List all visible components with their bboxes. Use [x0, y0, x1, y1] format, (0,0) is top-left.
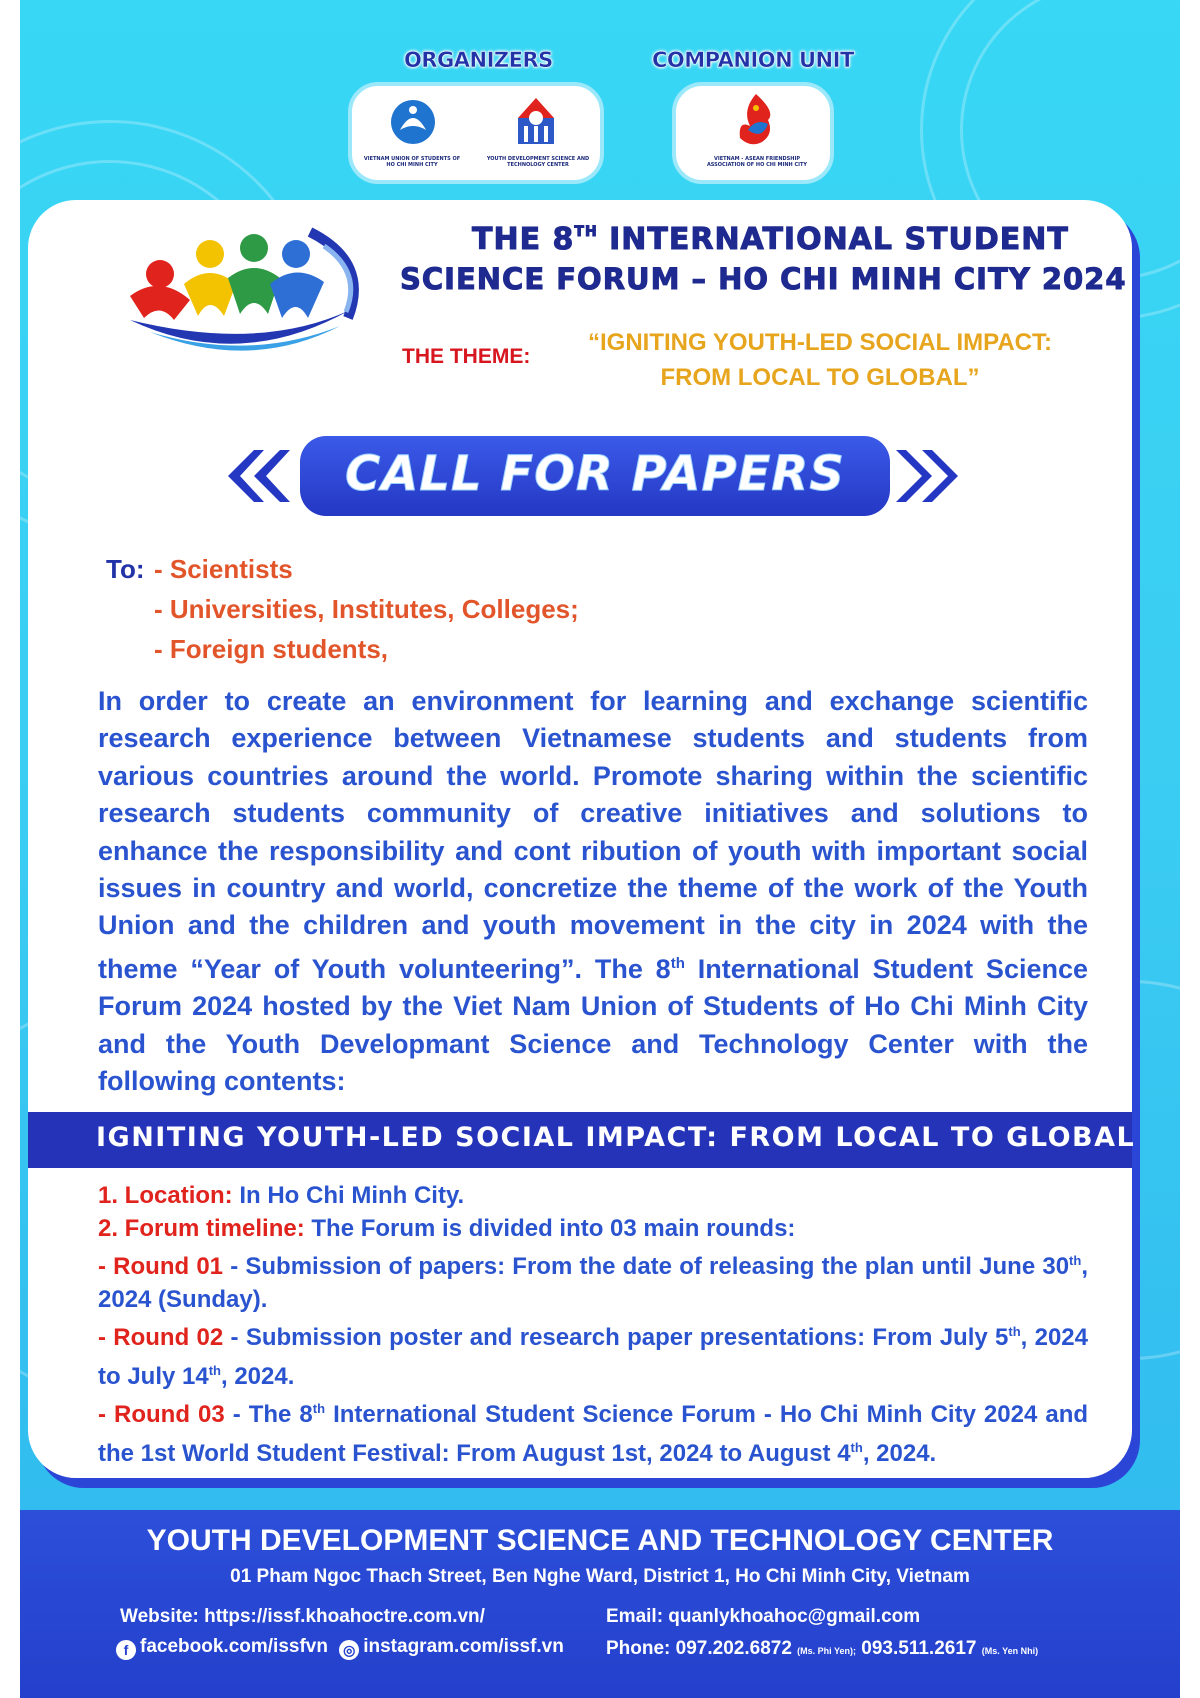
- footer-title: YOUTH DEVELOPMENT SCIENCE AND TECHNOLOGY CENTER: [146, 1524, 1054, 1557]
- call-for-papers-text: CALL FOR PAPERS: [345, 446, 845, 502]
- section-heading-text: IGNITING YOUTH-LED SOCIAL IMPACT: FROM LOCAL TO GLOBAL: [96, 1122, 1136, 1153]
- recipient-item: - Scientists: [154, 554, 293, 584]
- logo1-caption: VIETNAM UNION OF STUDENTS OF HO CHI MINH CITY: [363, 156, 461, 168]
- union-of-students-logo-icon: [388, 96, 438, 152]
- left-chevrons-icon: [222, 446, 302, 506]
- recipient-item: - Foreign students,: [154, 634, 388, 664]
- organizers-logo-box: [348, 82, 604, 184]
- youth-science-center-logo-icon: [512, 94, 562, 150]
- recipients-label: To:: [106, 554, 145, 584]
- organizers-label: ORGANIZERS: [404, 48, 553, 72]
- right-chevrons-icon: [886, 446, 966, 506]
- footer: [20, 1510, 1180, 1698]
- theme-text: “IGNITING YOUTH-LED SOCIAL IMPACT: FROM LOCAL TO GLOBAL”: [587, 329, 1052, 391]
- email-link[interactable]: Email: quanlykhoahoc@gmail.com: [606, 1606, 921, 1627]
- forum-title-line2: SCIENCE FORUM – HO CHI MINH CITY 2024: [400, 262, 1127, 296]
- facebook-link[interactable]: facebook.com/issfvn: [140, 1636, 328, 1657]
- round-03-line: - Round 03 - The 8th International Student Science Forum - Ho Chi Minh City 2024 and the 1st World Student Festival: From August 1st, 2024 to August 4th, 2024.: [98, 1401, 1089, 1467]
- timeline-line: 2. Forum timeline: The Forum is divided into 03 main rounds:: [98, 1214, 796, 1242]
- companion-logo-box: [672, 82, 834, 184]
- facebook-icon: f: [116, 1640, 136, 1660]
- forum-details: [98, 1180, 1088, 1470]
- instagram-link[interactable]: instagram.com/issf.vn: [363, 1636, 564, 1657]
- companion-logo-caption: VIETNAM - ASEAN FRIENDSHIP ASSOCIATION OF HO CHI MINH CITY: [706, 156, 808, 168]
- forum-logo-icon: [110, 222, 380, 372]
- recipient-item: - Universities, Institutes, Colleges;: [154, 594, 579, 624]
- theme-label: THE THEME:: [402, 345, 531, 368]
- instagram-icon: ◎: [339, 1640, 359, 1660]
- location-line: 1. Location: In Ho Chi Minh City.: [98, 1182, 465, 1209]
- footer-address: 01 Pham Ngoc Thach Street, Ben Nghe Ward, District 1, Ho Chi Minh City, Vietnam: [230, 1566, 970, 1587]
- social-links: [116, 1636, 564, 1660]
- call-for-papers-banner: [300, 436, 890, 516]
- companion-label: COMPANION UNIT: [652, 48, 854, 72]
- phone-line: Phone: 097.202.6872 (Ms. Phi Yen); 093.511.2617 (Ms. Yen Nhi): [606, 1638, 1039, 1659]
- round-02-line: - Round 02 - Submission poster and research paper presentations: From July 5th, 2024 to July 14th, 2024.: [98, 1324, 1089, 1390]
- forum-title-line1: THE 8TH INTERNATIONAL STUDENT: [472, 222, 1069, 257]
- logo2-caption: YOUTH DEVELOPMENT SCIENCE AND TECHNOLOGY CENTER: [486, 156, 590, 168]
- round-01-line: - Round 01 - Submission of papers: From the date of releasing the plan until June 30th, 2024 (Sunday).: [98, 1253, 1088, 1313]
- friendship-association-logo-icon: [728, 90, 784, 152]
- section-heading-bar: [28, 1112, 1136, 1168]
- website-link[interactable]: Website: https://issf.khoahoctre.com.vn/: [120, 1606, 485, 1627]
- intro-paragraph: In order to create an environment for learning and exchange scientific research experience between Vietnamese students and students from various countries around the world. Promote sharing within the scientific research students community of creative initiatives and solutions to enhance the responsibility and cont ribution of youth with important social issues in country and world, concretize the theme of the work of the Youth Union and the children and youth movement in the city in 2024 with the theme “Year of Youth volunteering”. The 8th International Student Science Forum 2024 hosted by the Viet Nam Union of Students of Ho Chi Minh City and the Youth Developmant Science and Technology Center with the following contents:: [98, 686, 1088, 1097]
